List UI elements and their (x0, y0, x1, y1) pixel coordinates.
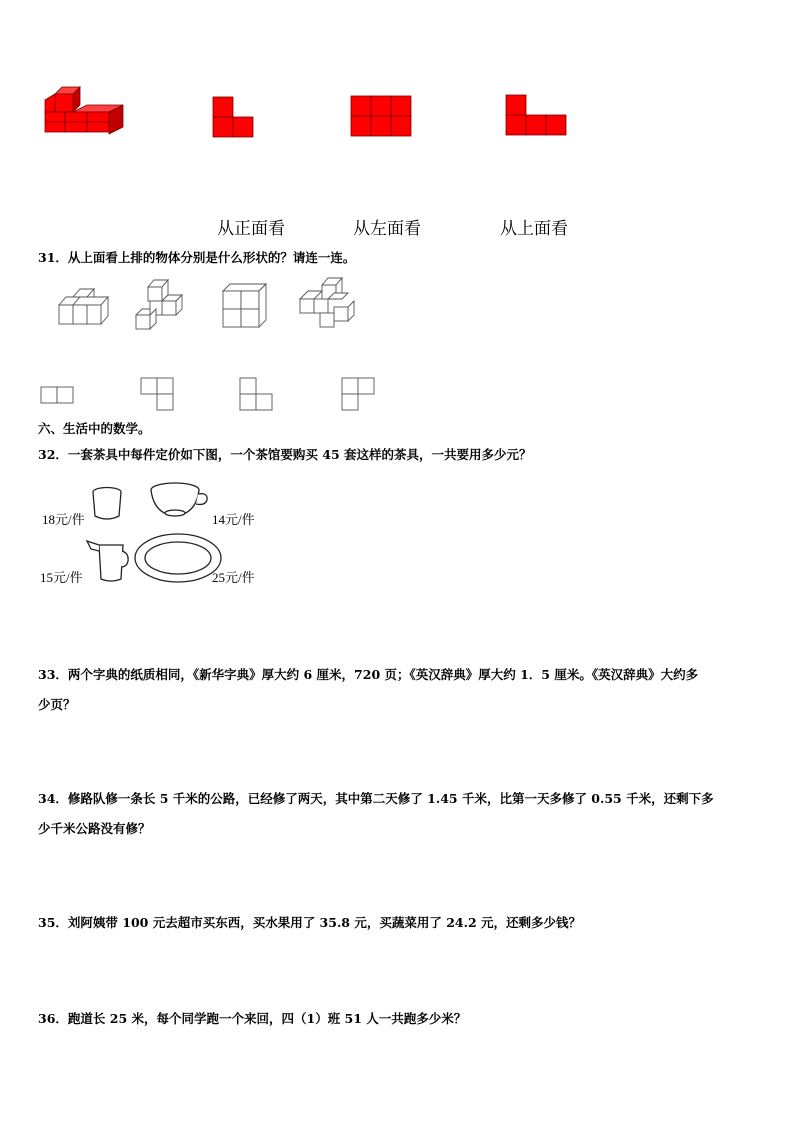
option-shape-1[interactable] (40, 386, 76, 406)
question-36: 36．跑道长 25 米，每个同学跑一个来回，四（1）班 51 人一共跑多少米？ (38, 1011, 467, 1026)
top-view-label: 从上面看 (500, 219, 568, 239)
plate-icon (133, 532, 223, 586)
front-view-label: 从正面看 (217, 219, 285, 239)
question-34-line-1: 34．修路队修一条长 5 千米的公路，已经修了两天，其中第二天修了 1.45 千米，比第一天多修了 0.55 千米，还剩下多 (38, 791, 714, 806)
option-shape-3[interactable] (239, 377, 275, 413)
question-31: 31．从上面看上排的物体分别是什么形状的？请连一连。 (38, 250, 356, 265)
cup-icon (91, 486, 125, 522)
option-shape-4[interactable] (341, 377, 377, 413)
bowl-price: 14元/件 (212, 512, 255, 527)
pitcher-icon (85, 539, 129, 583)
question-32: 32．一套茶具中每件定价如下图，一个茶馆要购买 45 套这样的茶具，一共要用多少元？ (38, 447, 532, 462)
cube-object-3 (221, 283, 269, 329)
front-view-shape (213, 97, 255, 139)
top-view-shape (506, 95, 568, 137)
cup-price: 18元/件 (42, 512, 85, 527)
question-33-line-2: 少页？ (38, 697, 76, 712)
red-cube-3d-object (45, 86, 125, 146)
section-6-title: 六、生活中的数学。 (38, 421, 151, 436)
question-35: 35．刘阿姨带 100 元去超市买东西，买水果用了 35.8 元，买蔬菜用了 24.2 元，还剩多少钱？ (38, 915, 581, 930)
cube-object-4 (300, 277, 354, 327)
cube-object-2 (136, 279, 188, 329)
plate-price: 25元/件 (212, 570, 255, 585)
left-view-label: 从左面看 (353, 219, 421, 239)
question-34-line-2: 少千米公路没有修？ (38, 821, 151, 836)
cube-object-1 (57, 283, 107, 328)
pitcher-price: 15元/件 (40, 570, 83, 585)
left-view-shape (351, 96, 413, 138)
option-shape-2[interactable] (140, 377, 176, 413)
question-33-line-1: 33．两个字典的纸质相同，《新华字典》厚大约 6 厘米，720 页；《英汉辞典》厚大约 1．5 厘米。《英汉辞典》大约多 (38, 667, 699, 682)
bowl-icon (148, 480, 210, 522)
